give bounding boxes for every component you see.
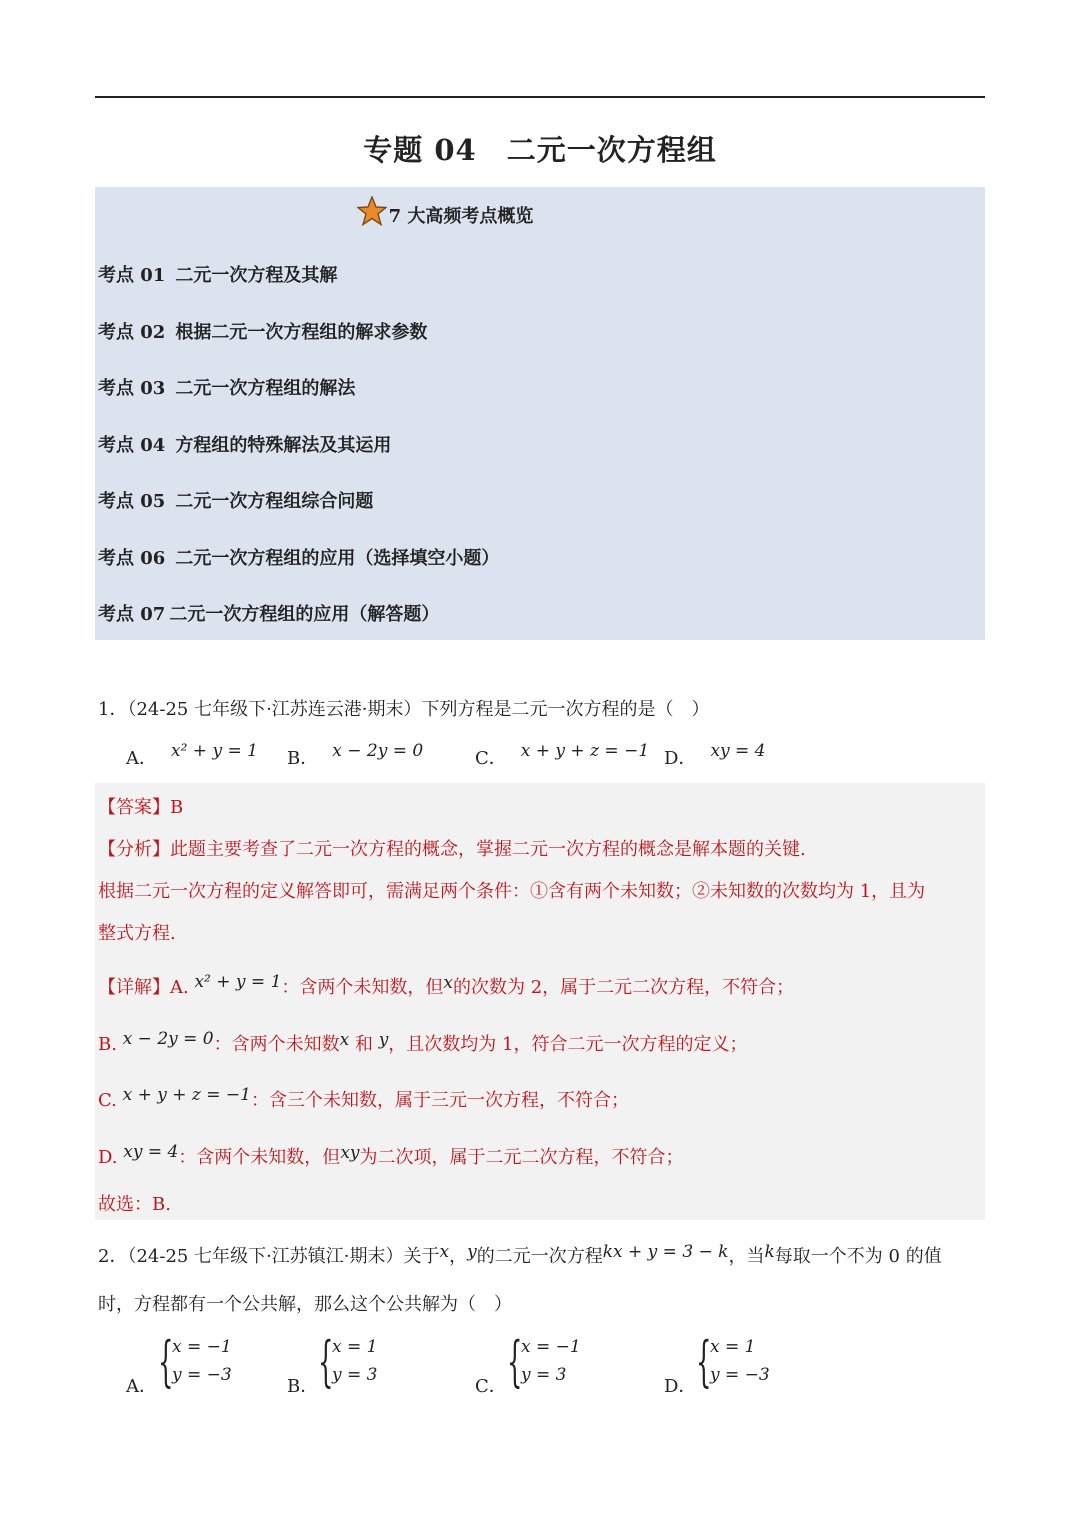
q2-option-a-label: A． xyxy=(126,1376,157,1397)
q1-answer: 【答案】B xyxy=(98,797,184,818)
q2-option-c-system: { x = −1 y = 3 xyxy=(507,1330,581,1393)
brace-icon: { xyxy=(318,1330,334,1393)
q1-option-b: B． x − 2y = 0 xyxy=(287,741,424,769)
q1-analysis-line2: 根据二元一次方程的定义解答即可，需满足两个条件：①含有两个未知数；②未知数的次数均为 1，且为 xyxy=(98,881,926,902)
q1-choice: 故选：B. xyxy=(98,1194,171,1215)
kaodian-item-02: 考点 02 根据二元一次方程组的解求参数 xyxy=(98,322,428,343)
q1-detail-b: B. x − 2y = 0：含两个未知数x 和 y，且次数均为 1，符合二元一次方程的定义； xyxy=(98,1029,748,1055)
kaodian-item-06: 考点 06 二元一次方程组的应用（选择填空小题） xyxy=(98,548,500,569)
q2-option-b-label: B． xyxy=(287,1376,319,1397)
q1-detail-c: C. x + y + z = −1：含三个未知数，属于三元一次方程，不符合； xyxy=(98,1085,629,1111)
q2-option-d-label: D． xyxy=(664,1376,697,1397)
header-rule xyxy=(95,96,985,98)
kaodian-item-05: 考点 05 二元一次方程组综合问题 xyxy=(98,491,374,512)
q1-analysis-line1: 【分析】此题主要考查了二元一次方程的概念，掌握二元一次方程的概念是解本题的关键. xyxy=(98,839,806,860)
q2-option-a-system: { x = −1 y = −3 xyxy=(158,1330,232,1393)
q2-option-b-system: { x = 1 y = 3 xyxy=(318,1330,378,1393)
q2-option-c-label: C． xyxy=(475,1376,507,1397)
question-2-stem-line2: 时，方程都有一个公共解，那么这个公共解为（ ） xyxy=(98,1294,512,1315)
kaodian-item-07: 考点 07 二元一次方程组的应用（解答题） xyxy=(98,604,440,625)
page-title: 专题 04 二元一次方程组 xyxy=(363,133,717,167)
kaodian-item-04: 考点 04 方程组的特殊解法及其运用 xyxy=(98,435,392,456)
q2-option-d-system: { x = 1 y = −3 xyxy=(696,1330,770,1393)
kaodian-item-01: 考点 01 二元一次方程及其解 xyxy=(98,265,338,286)
question-1-stem: 1．（24-25 七年级下·江苏连云港·期末）下列方程是二元一次方程的是（ ） xyxy=(98,699,710,720)
star-icon xyxy=(357,196,387,226)
kaodian-item-03: 考点 03 二元一次方程组的解法 xyxy=(98,378,356,399)
q1-detail-a: 【详解】A. x² + y = 1：含两个未知数，但x的次数为 2，属于二元二次方程，不符合； xyxy=(98,972,795,998)
brace-icon: { xyxy=(696,1330,712,1393)
brace-icon: { xyxy=(507,1330,523,1393)
brace-icon: { xyxy=(158,1330,174,1393)
q1-option-d: D． xy = 4 xyxy=(664,741,766,769)
overview-panel xyxy=(95,187,985,640)
q1-detail-d: D. xy = 4：含两个未知数，但xy为二次项，属于二元二次方程，不符合； xyxy=(98,1142,684,1168)
question-2-stem-line1: 2．（24-25 七年级下·江苏镇江·期末）关于x，y的二元一次方程kx + y = 3 − k，当k每取一个不为 0 的值 xyxy=(98,1242,942,1267)
q1-analysis-line3: 整式方程. xyxy=(98,923,176,944)
overview-heading xyxy=(0,196,890,228)
overview-heading-text: 7 大高频考点概览 xyxy=(388,206,534,227)
q1-option-a: A． x² + y = 1 xyxy=(126,741,258,769)
q1-option-c: C． x + y + z = −1 xyxy=(475,741,650,769)
